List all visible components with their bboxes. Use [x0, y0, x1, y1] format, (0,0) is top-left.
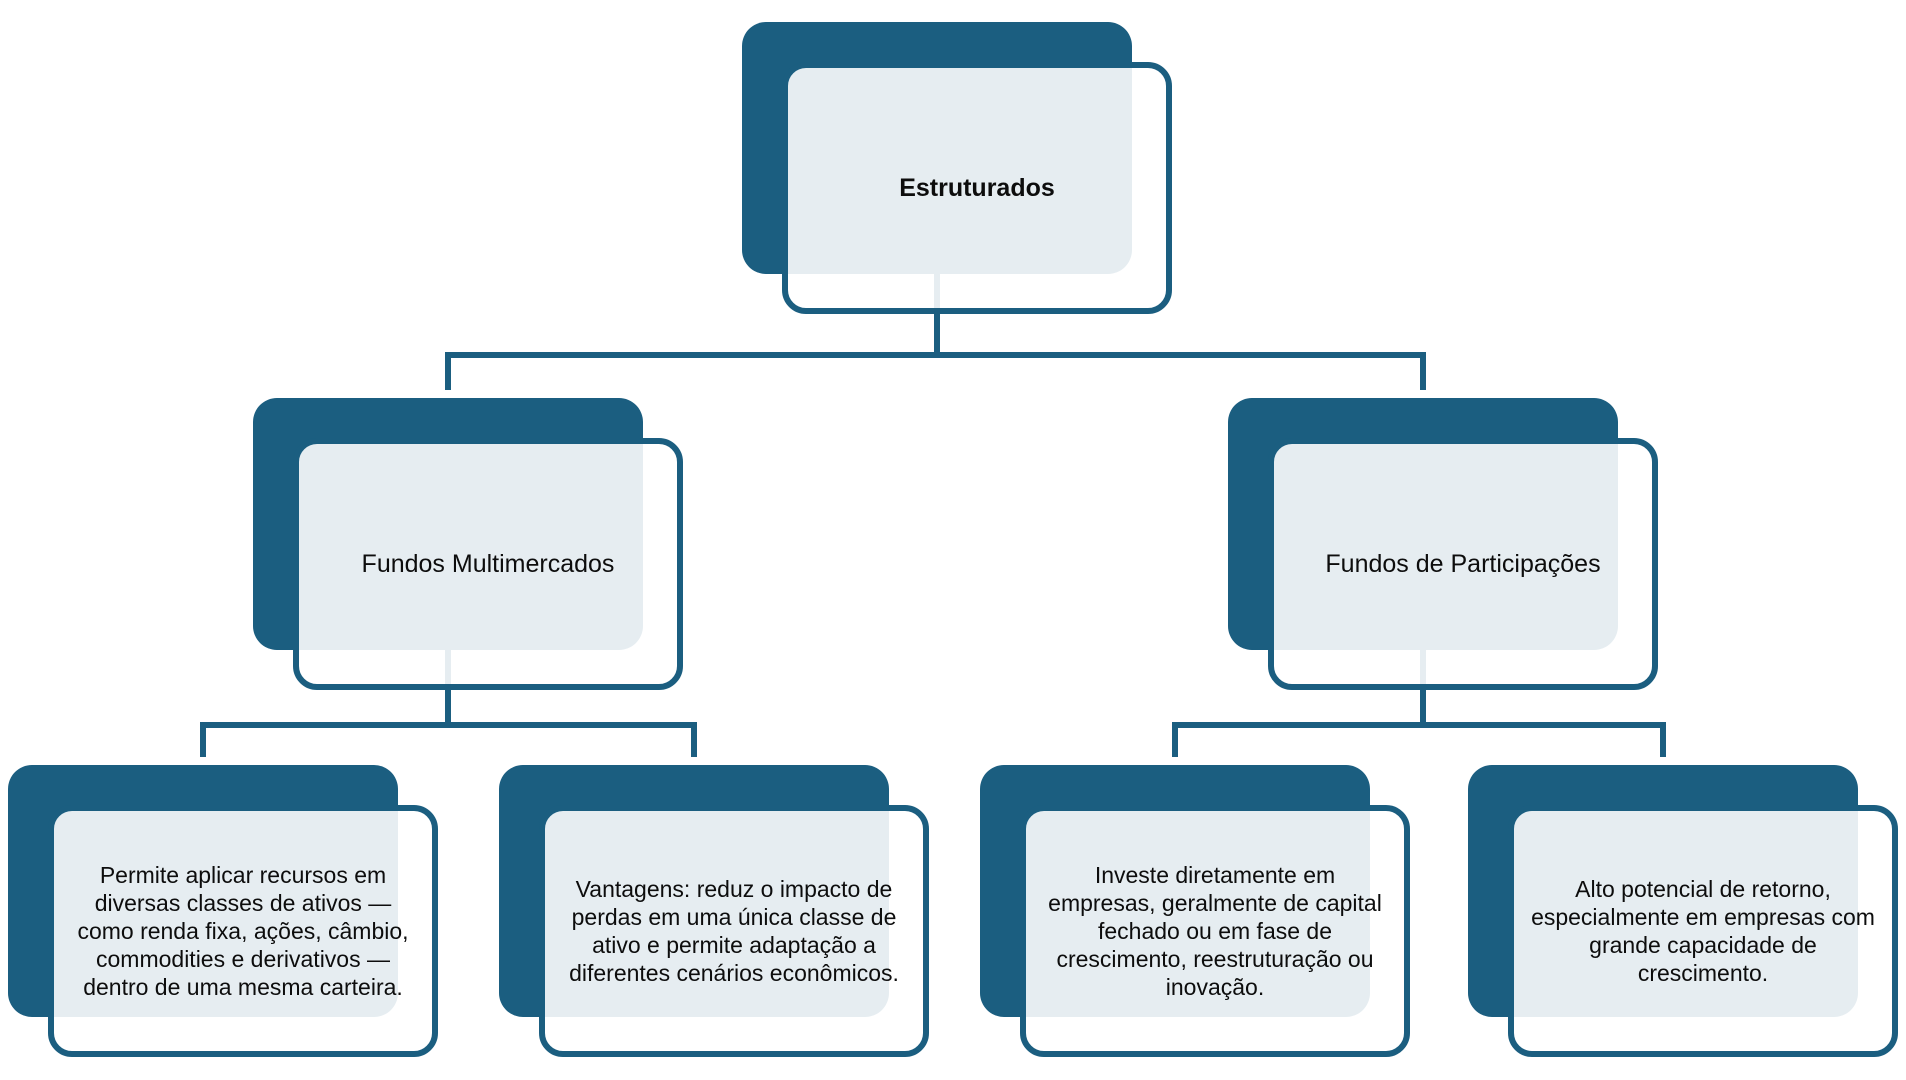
- node-multimercados-desc-2: [499, 765, 899, 1017]
- node-participacoes-desc-1-label: Investe diretamente em empresas, geralmente de capital fechado ou em fase de crescimento, reestruturação ou inovação.: [1048, 861, 1382, 1001]
- node-participacoes-desc-2: [1468, 765, 1875, 1017]
- node-participacoes-desc-1: [980, 765, 1382, 1017]
- node-fundos-participacoes: [1228, 398, 1618, 650]
- connector-drop-multimercados: [445, 358, 451, 390]
- node-estruturados-card: [782, 62, 1172, 314]
- node-multimercados-desc-1-label: Permite aplicar recursos em diversas classes de ativos — como renda fixa, ações, câmbio, commodities e derivativos — dentro de uma mesma carteira.: [77, 861, 409, 1001]
- connector-drop-leaf-3: [1172, 728, 1178, 757]
- node-participacoes-desc-2-card: [1508, 805, 1898, 1057]
- connector-right-rail: [1172, 722, 1666, 728]
- node-participacoes-desc-1-card: [1020, 805, 1410, 1057]
- node-fundos-participacoes-card: [1268, 438, 1658, 690]
- connector-drop-leaf-1: [200, 728, 206, 757]
- connector-drop-participacoes: [1420, 358, 1426, 390]
- node-estruturados-label: Estruturados: [899, 173, 1055, 202]
- node-fundos-participacoes-label: Fundos de Participações: [1325, 549, 1601, 578]
- connector-drop-leaf-4: [1660, 728, 1666, 757]
- connector-top-rail: [445, 352, 1426, 358]
- connector-drop-leaf-2: [691, 728, 697, 757]
- node-fundos-multimercados-label: Fundos Multimercados: [361, 549, 615, 578]
- node-multimercados-desc-1-card: [48, 805, 438, 1057]
- node-multimercados-desc-2-label: Vantagens: reduz o impacto de perdas em uma única classe de ativo e permite adaptação a diferentes cenários econômicos.: [569, 875, 899, 987]
- node-estruturados: [742, 22, 1132, 274]
- node-fundos-multimercados-card: [293, 438, 683, 690]
- node-multimercados-desc-1: [8, 765, 409, 1017]
- node-fundos-multimercados: [253, 398, 643, 650]
- node-participacoes-desc-2-label: Alto potencial de retorno, especialmente em empresas com grande capacidade de crescimento.: [1531, 875, 1875, 987]
- node-multimercados-desc-2-card: [539, 805, 929, 1057]
- connector-left-rail: [200, 722, 697, 728]
